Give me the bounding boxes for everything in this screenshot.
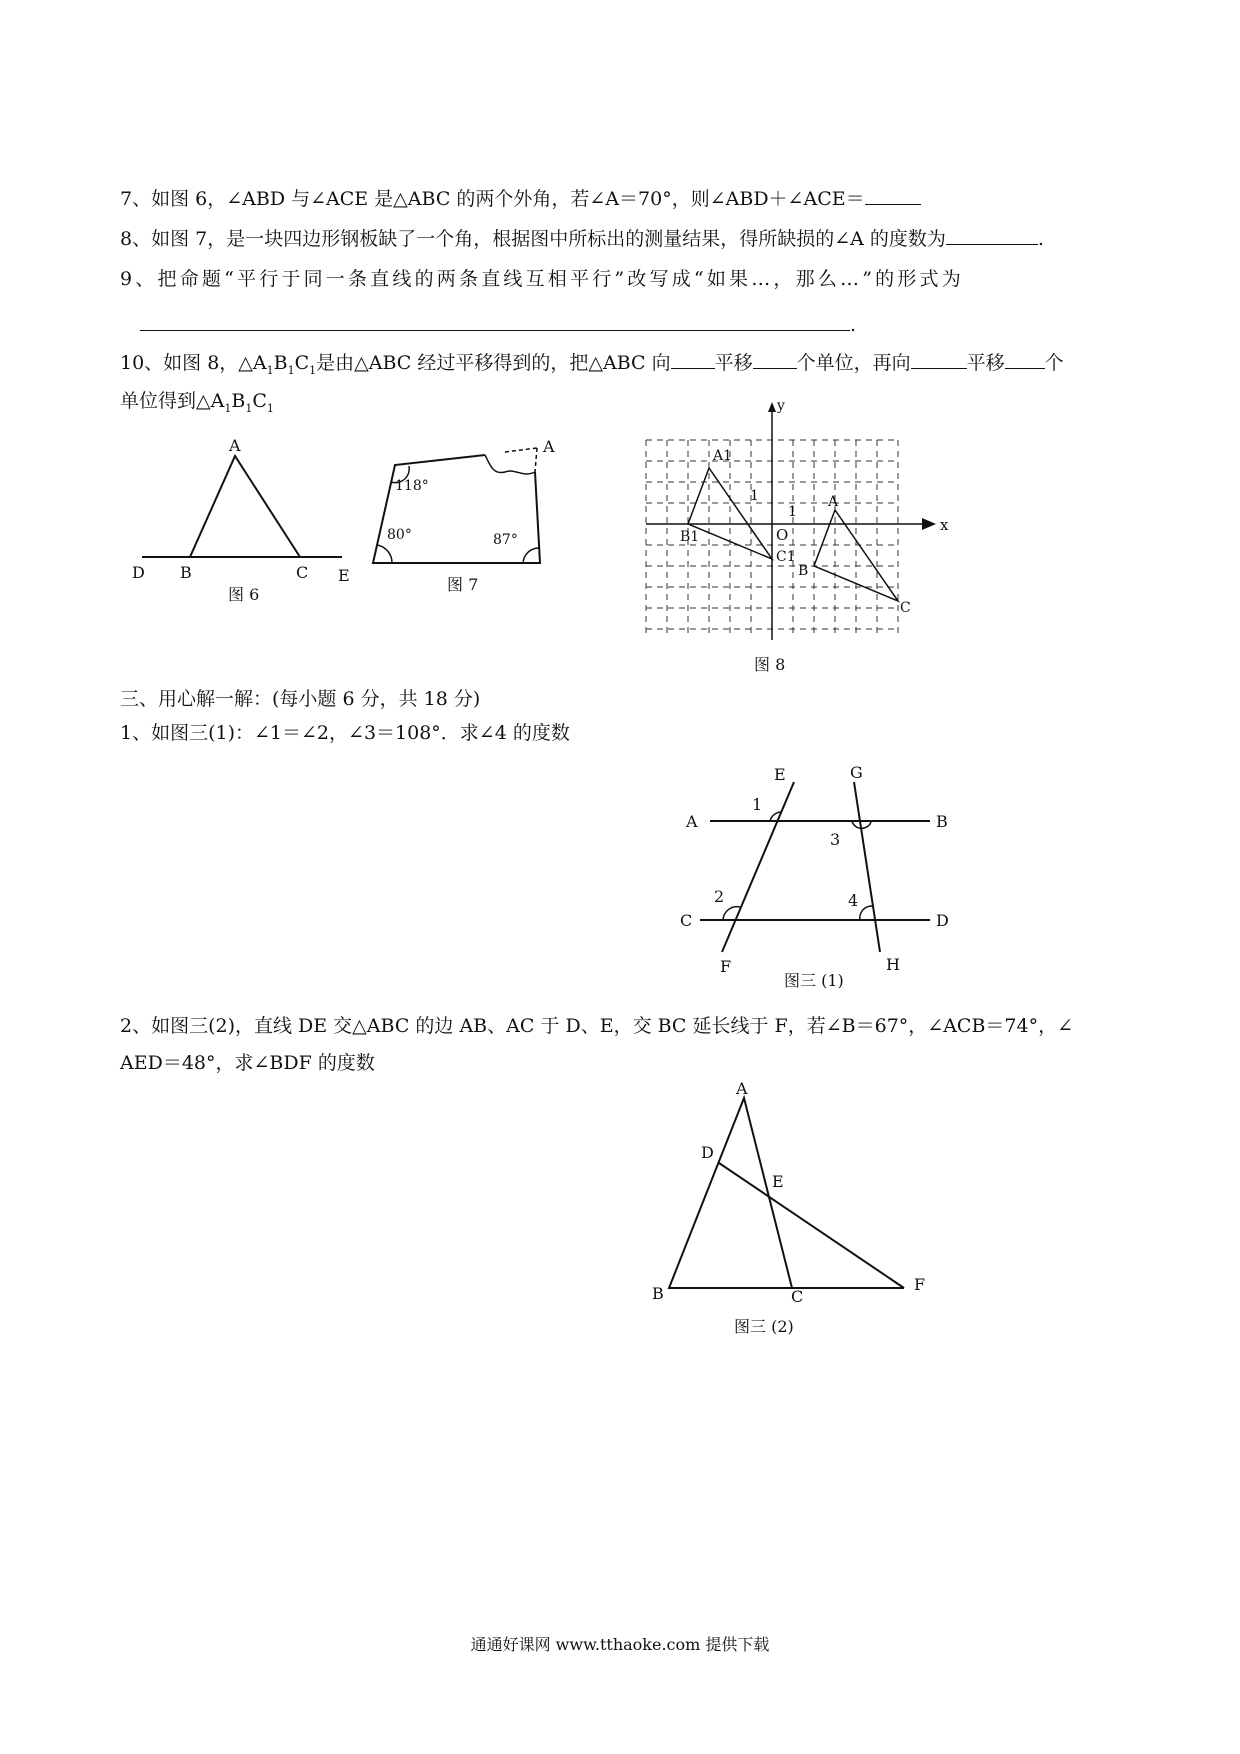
subscript: 1: [266, 401, 274, 415]
label-A: A: [543, 437, 555, 456]
question-7: [120, 186, 921, 212]
answer-blank-10a[interactable]: [671, 350, 715, 369]
figure-3-2-caption: 图三 (2): [734, 1317, 794, 1336]
label-F: F: [720, 957, 732, 976]
question-10-text-4: 是由△ABC 经过平移得到的，把△ABC 向: [316, 352, 671, 374]
line-df: [719, 1163, 904, 1288]
label-A: A: [736, 1079, 748, 1098]
missing-corner-dashed: [505, 448, 537, 452]
question-10-line2-a: 单位得到△A: [120, 390, 225, 412]
subscript: 1: [287, 363, 295, 377]
subscript: 1: [309, 363, 317, 377]
subscript: 1: [245, 401, 253, 415]
question-10-line2-b: B: [231, 390, 246, 412]
answer-blank-10b[interactable]: [753, 350, 797, 369]
label-H: H: [886, 955, 900, 974]
figure-3-1-caption: 图三 (1): [784, 971, 844, 990]
label-A: A: [828, 494, 839, 510]
figure-8-caption: 图 8: [754, 655, 786, 674]
figure-6: [120, 430, 360, 610]
question-10-text-7: 平移: [966, 352, 1005, 374]
label-G: G: [850, 763, 863, 782]
question-9-end: .: [850, 314, 857, 336]
label-D: D: [132, 563, 145, 582]
label-A1: A1: [713, 448, 733, 464]
question-10-text-3: C: [294, 352, 310, 374]
angle-arc-4: [860, 906, 872, 920]
problem-2-line-2: AED＝48°，求∠BDF 的度数: [120, 1052, 375, 1074]
answer-blank-8[interactable]: [946, 226, 1038, 245]
label-C: C: [296, 563, 309, 582]
angle-arc-87: [523, 548, 539, 563]
question-7-text: 7、如图 6，∠ABD 与∠ACE 是△ABC 的两个外角，若∠A＝70°，则∠ABD＋∠ACE＝: [120, 188, 865, 210]
question-10-text-6: 个单位，再向: [796, 352, 911, 374]
triangle-abc: [190, 456, 300, 557]
angle-label-118: 118°: [395, 478, 429, 494]
angle-label-2: 2: [714, 887, 725, 906]
figure-7-caption: 图 7: [447, 575, 479, 594]
subscript: 1: [266, 363, 274, 377]
label-B: B: [652, 1284, 664, 1303]
question-10-text-1: 10、如图 8，△A: [120, 352, 267, 374]
question-9-answer-line: [140, 312, 856, 338]
label-E: E: [772, 1172, 784, 1191]
question-9: [120, 266, 964, 292]
problem-1: 1、如图三(1)：∠1＝∠2，∠3＝108°．求∠4 的度数: [120, 722, 570, 744]
label-B: B: [180, 563, 192, 582]
label-C: C: [791, 1287, 804, 1306]
x-axis-arrow: [922, 518, 936, 530]
question-8-text: 8、如图 7，是一块四边形钢板缺了一个角，根据图中所标出的测量结果，得所缺损的∠A 的度数为: [120, 228, 946, 250]
subscript: 1: [224, 401, 232, 415]
answer-blank-10d[interactable]: [1005, 350, 1045, 369]
label-D: D: [936, 911, 949, 930]
figure-7: [365, 430, 565, 600]
label-C: C: [900, 600, 911, 616]
question-10-line-2: [120, 388, 274, 422]
angle-arc-80: [377, 545, 392, 563]
figure-3-1: [680, 760, 960, 1000]
footer-text: 通通好课网 www.tthaoke.com 提供下载: [470, 1635, 770, 1654]
label-B: B: [936, 812, 948, 831]
angle-label-4: 4: [848, 891, 859, 910]
y-axis-arrow: [768, 402, 776, 412]
unit-y-label: 1: [750, 488, 759, 504]
angle-label-3: 3: [830, 830, 841, 849]
label-B1: B1: [680, 529, 700, 545]
figure-6-caption: 图 6: [228, 585, 260, 604]
missing-corner-dashed-2: [535, 448, 537, 472]
question-10-text-8: 个: [1044, 352, 1064, 374]
x-axis-label: x: [940, 516, 949, 534]
label-A: A: [229, 436, 241, 455]
figure-8: [630, 398, 949, 675]
label-F: F: [914, 1275, 926, 1294]
question-8-end: .: [1037, 228, 1044, 250]
angle-label-80: 80°: [387, 527, 412, 543]
section-3-title: 三、用心解一解：(每小题 6 分，共 18 分): [120, 688, 481, 710]
label-E: E: [338, 566, 350, 585]
label-E: E: [774, 765, 786, 784]
label-C1: C1: [776, 549, 796, 565]
answer-blank-10c[interactable]: [911, 350, 967, 369]
label-C: C: [680, 911, 693, 930]
answer-blank-7[interactable]: [865, 186, 921, 205]
question-9-text: 9、把命题“平行于同一条直线的两条直线互相平行”改写成“如果…，那么…”的形式为: [120, 268, 964, 290]
question-10-line2-c: C: [252, 390, 267, 412]
question-10: [120, 350, 1064, 384]
question-8: [120, 226, 1044, 252]
figure-3-2: [650, 1080, 930, 1340]
broken-corner: [485, 455, 535, 474]
line-gh: [854, 782, 880, 952]
triangle-abc: [669, 1098, 792, 1288]
question-10-text-5: 平移: [714, 352, 753, 374]
angle-label-1: 1: [752, 795, 763, 814]
problem-2-line-1: 2、如图三(2)，直线 DE 交△ABC 的边 AB、AC 于 D、E，交 BC 延长线于 F，若∠B＝67°，∠ACB＝74°，∠: [120, 1015, 1074, 1037]
angle-label-87: 87°: [493, 532, 518, 548]
y-axis-label: y: [777, 398, 785, 414]
origin-label: O: [776, 526, 789, 544]
label-A: A: [686, 812, 698, 831]
answer-blank-9[interactable]: [140, 312, 850, 331]
question-10-text-2: B: [273, 352, 288, 374]
label-D: D: [701, 1143, 714, 1162]
label-B: B: [798, 563, 809, 579]
unit-x-label: 1: [788, 504, 797, 520]
